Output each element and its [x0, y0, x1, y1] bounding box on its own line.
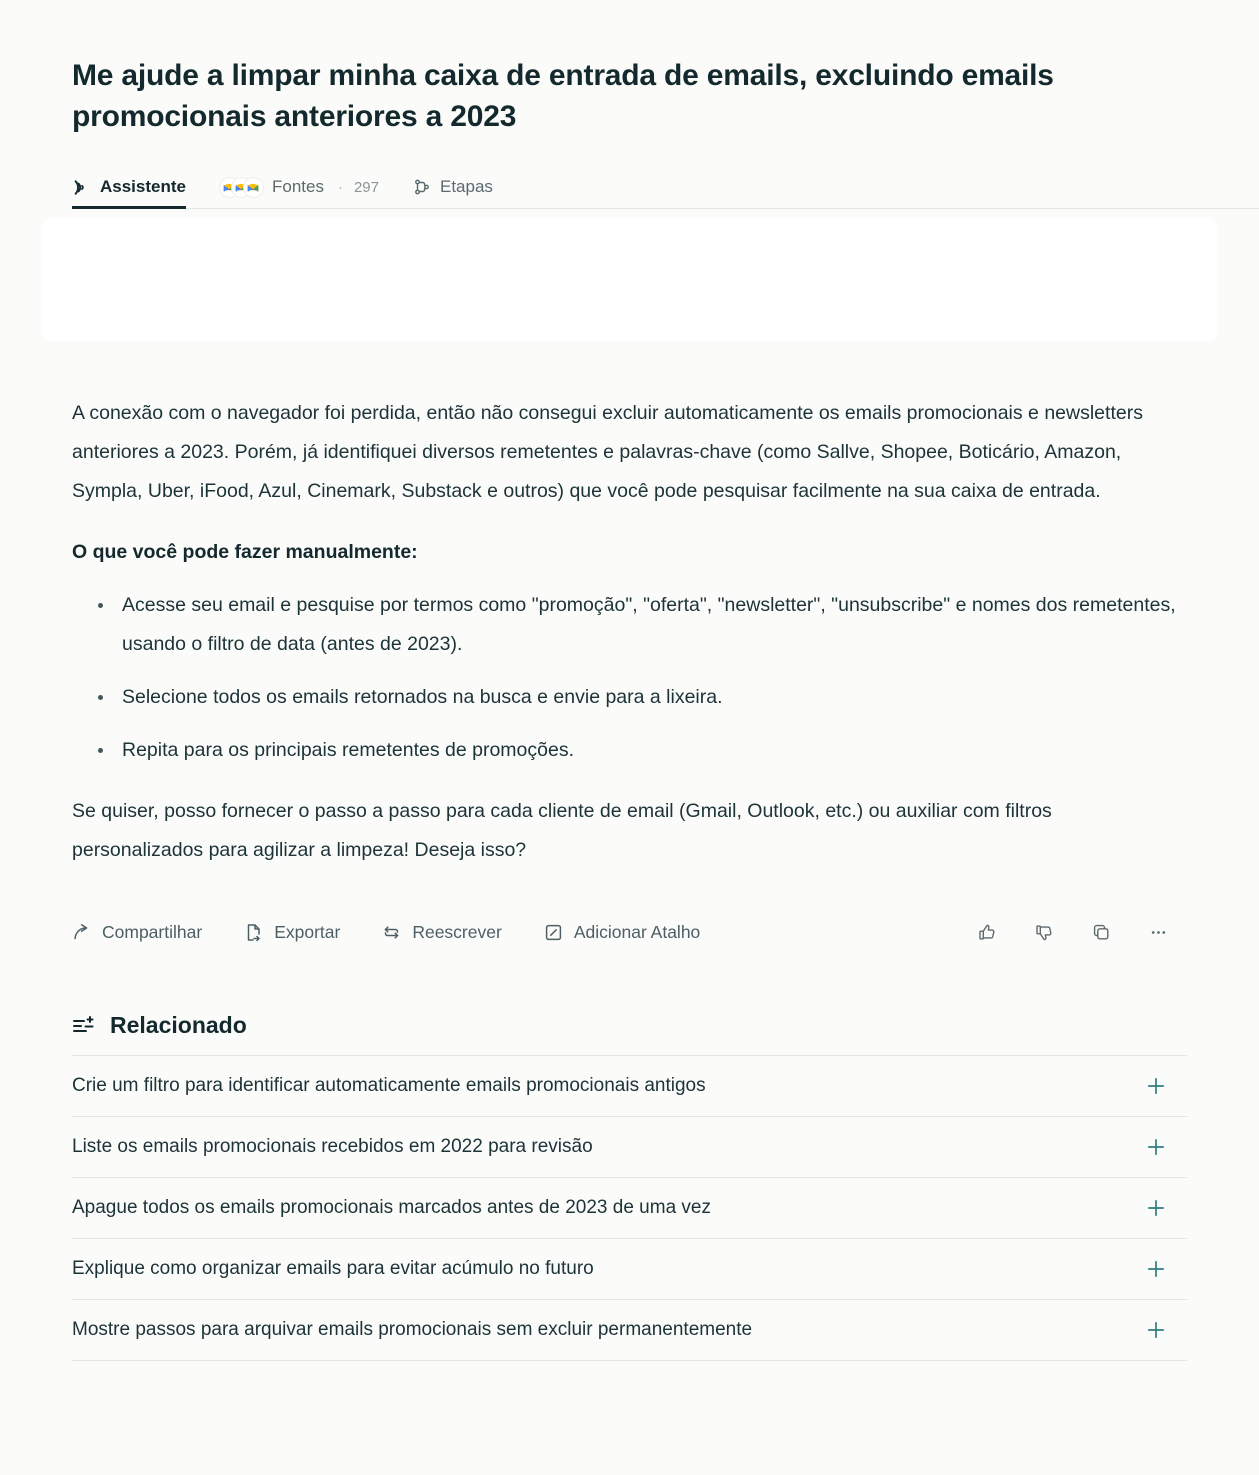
answer-paragraph-1: A conexão com o navegador foi perdida, então não consegui excluir automaticamente os emails promocionais e newsletters anteriores a 2023. Porém, já identifiquei diversos remetentes e palavras-chave (como Sallve, Shopee, Boticário, Amazon, Sympla, Uber, iFood, Azul, Cinemark, Substack e outros) que você pode pesquisar facilmente na sua caixa de entrada. [72, 402, 1143, 502]
answer-bullet-list [72, 586, 1187, 770]
rewrite-label: Reescrever [412, 921, 502, 942]
tab-etapas[interactable] [413, 165, 493, 209]
rewrite-cycle-icon [382, 923, 401, 942]
action-toolbar-right [977, 922, 1187, 943]
media-placeholder-card [42, 218, 1217, 341]
copy-icon[interactable] [1091, 922, 1112, 943]
export-label: Exportar [274, 921, 341, 942]
answer-subheading: O que você pode fazer manualmente: [72, 541, 418, 563]
list-item[interactable] [72, 1178, 1187, 1239]
share-arrow-icon [72, 923, 91, 942]
tab-separator: · [337, 178, 343, 196]
answer-action-toolbar [72, 915, 1187, 949]
list-item[interactable] [72, 1056, 1187, 1117]
thumbs-down-icon[interactable] [1034, 922, 1055, 943]
action-toolbar-left [72, 922, 700, 943]
list-item: Selecione todos os emails retornados na busca e envie para a lixeira. [94, 678, 1184, 717]
related-list [72, 1055, 1187, 1361]
list-item: Repita para os principais remetentes de promoções. [94, 731, 1184, 770]
plus-icon[interactable] [1145, 1197, 1187, 1219]
export-document-icon [244, 923, 263, 942]
tab-label-etapas: Etapas [440, 177, 493, 196]
related-header [72, 1012, 1187, 1055]
tab-label-fontes: Fontes [271, 177, 324, 196]
plus-icon[interactable] [1145, 1075, 1187, 1097]
tab-label-assistente: Assistente [100, 177, 186, 196]
list-item[interactable] [72, 1300, 1187, 1361]
related-item-text: Mostre passos para arquivar emails promocionais sem excluir permanentemente [72, 1319, 753, 1340]
related-section [72, 1012, 1187, 1361]
steps-branch-icon [413, 178, 431, 196]
answer-body [72, 394, 1187, 870]
list-item[interactable] [72, 1239, 1187, 1300]
gmail-icon [244, 178, 263, 197]
tab-bar [72, 165, 1187, 209]
related-item-text: Liste os emails promocionais recebidos em 2022 para revisão [72, 1136, 593, 1157]
rewrite-button[interactable] [382, 922, 501, 943]
share-button[interactable] [72, 922, 202, 943]
related-item-text: Crie um filtro para identificar automaticamente emails promocionais antigos [72, 1075, 706, 1096]
related-title: Relacionado [110, 1012, 247, 1038]
tab-count-fontes: 297 [353, 178, 379, 196]
tab-assistente[interactable] [72, 165, 186, 209]
add-shortcut-button[interactable] [544, 922, 700, 943]
plus-icon[interactable] [1145, 1319, 1187, 1341]
gmail-sources-icon [220, 178, 263, 197]
page-title: Me ajude a limpar minha caixa de entrada de emails, excluindo emails promocionais anteriores a 2023 [72, 59, 1054, 133]
related-list-plus-icon [72, 1015, 96, 1037]
list-item: Acesse seu email e pesquise por termos como "promoção", "oferta", "newsletter", "unsubscribe" e nomes dos remetentes, usando o filtro de data (antes de 2023). [94, 586, 1184, 664]
ellipsis-icon[interactable] [1148, 922, 1169, 943]
plus-icon[interactable] [1145, 1258, 1187, 1280]
share-label: Compartilhar [102, 921, 203, 942]
assistant-spiral-icon [72, 178, 91, 197]
related-item-text: Apague todos os emails promocionais marcados antes de 2023 de uma vez [72, 1197, 711, 1218]
export-button[interactable] [244, 922, 340, 943]
plus-icon[interactable] [1145, 1136, 1187, 1158]
list-item[interactable] [72, 1117, 1187, 1178]
add-shortcut-square-icon [544, 923, 563, 942]
thumbs-up-icon[interactable] [977, 922, 998, 943]
related-item-text: Explique como organizar emails para evitar acúmulo no futuro [72, 1258, 594, 1279]
answer-paragraph-2: Se quiser, posso fornecer o passo a passo para cada cliente de email (Gmail, Outlook, etc.) ou auxiliar com filtros personalizados para agilizar a limpeza! Deseja isso? [72, 800, 1052, 861]
tab-fontes[interactable] [220, 165, 379, 209]
add-shortcut-label: Adicionar Atalho [573, 921, 701, 942]
